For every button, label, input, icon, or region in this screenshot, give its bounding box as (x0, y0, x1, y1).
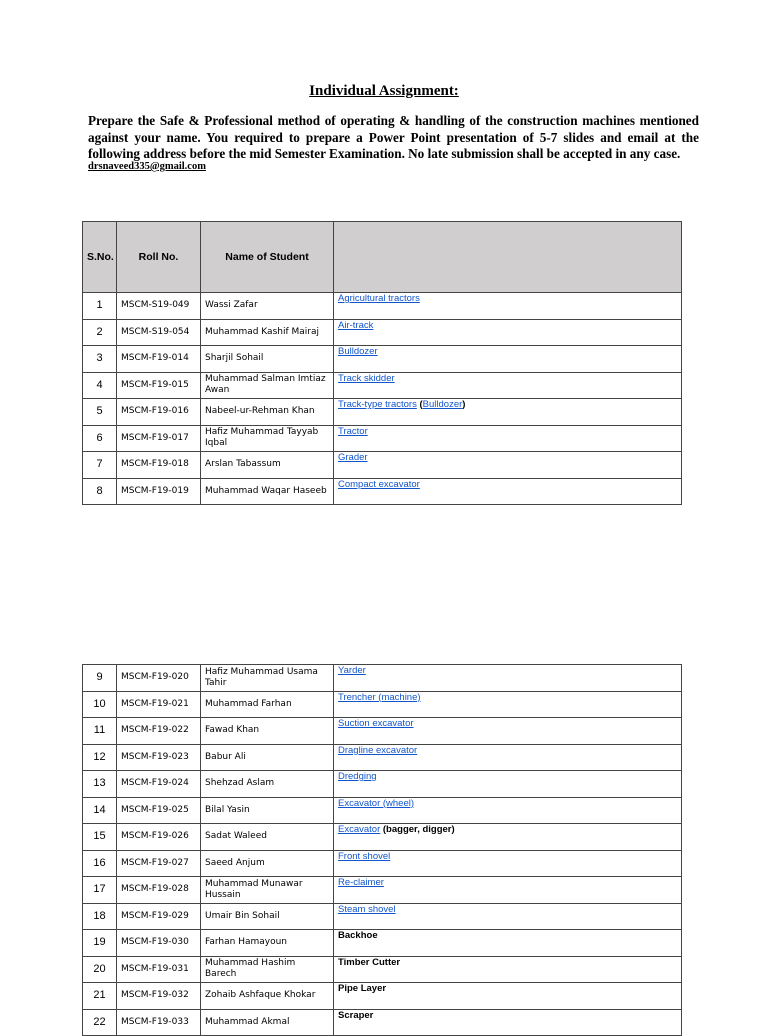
cell-roll-no: MSCM-F19-017 (117, 425, 201, 452)
cell-student-name: Sharjil Sohail (201, 346, 334, 373)
table-row (83, 346, 682, 373)
table-row (83, 691, 682, 718)
machine-link[interactable]: Re-claimer (338, 877, 384, 888)
cell-student-name: Sadat Waleed (201, 824, 334, 851)
cell-roll-no: MSCM-S19-049 (117, 293, 201, 320)
machine-text: ) (462, 399, 466, 410)
cell-student-name: Babur Ali (201, 744, 334, 771)
cell-student-name: Muhammad Kashif Mairaj (201, 319, 334, 346)
cell-sno: 1 (83, 293, 117, 320)
table-row (83, 1009, 682, 1036)
machine-link[interactable]: Excavator (wheel) (338, 797, 415, 809)
machine-link[interactable]: Grader (338, 452, 368, 463)
table-row (83, 319, 682, 346)
cell-student-name: Muhammad Akmal (201, 1009, 334, 1036)
cell-sno: 18 (83, 903, 117, 930)
cell-machine (334, 956, 682, 983)
cell-roll-no: MSCM-F19-024 (117, 771, 201, 798)
cell-student-name: Muhammad Waqar Haseeb (201, 478, 334, 505)
student-table-2 (82, 664, 682, 1036)
table-body-1 (83, 293, 682, 505)
cell-machine (334, 452, 682, 479)
table-row (83, 877, 682, 904)
machine-link[interactable]: Bulldozer (338, 346, 378, 357)
cell-student-name: Arslan Tabassum (201, 452, 334, 479)
machine-link[interactable]: Dredging (338, 771, 377, 782)
cell-machine (334, 372, 682, 399)
cell-machine (334, 718, 682, 745)
cell-sno: 8 (83, 478, 117, 505)
machine-link[interactable]: Steam shovel (338, 903, 396, 915)
cell-sno: 21 (83, 983, 117, 1010)
cell-machine (334, 293, 682, 320)
table-row (83, 372, 682, 399)
cell-machine (334, 903, 682, 930)
cell-student-name: Zohaib Ashfaque Khokar (201, 983, 334, 1010)
machine-link[interactable]: Track skidder (338, 372, 395, 384)
cell-roll-no: MSCM-F19-019 (117, 478, 201, 505)
machine-text: ( (416, 399, 423, 410)
cell-sno: 3 (83, 346, 117, 373)
cell-sno: 6 (83, 425, 117, 452)
machine-text: Timber Cutter (338, 956, 401, 968)
header-sno: S.No. (83, 222, 117, 293)
cell-roll-no: MSCM-F19-033 (117, 1009, 201, 1036)
cell-machine (334, 930, 682, 957)
cell-student-name: Hafiz Muhammad Tayyab Iqbal (201, 425, 334, 452)
cell-sno: 14 (83, 797, 117, 824)
cell-roll-no: MSCM-S19-054 (117, 319, 201, 346)
machine-link[interactable]: Agricultural tractors (338, 293, 420, 304)
cell-roll-no: MSCM-F19-032 (117, 983, 201, 1010)
machine-link[interactable]: Track-type tractors (338, 399, 417, 410)
cell-roll-no: MSCM-F19-026 (117, 824, 201, 851)
table-body-2 (83, 665, 682, 1036)
cell-sno: 4 (83, 372, 117, 399)
cell-machine (334, 478, 682, 505)
table-row (83, 771, 682, 798)
table-row (83, 850, 682, 877)
cell-machine (334, 425, 682, 452)
cell-student-name: Nabeel-ur-Rehman Khan (201, 399, 334, 426)
cell-roll-no: MSCM-F19-028 (117, 877, 201, 904)
cell-student-name: Muhammad Salman Imtiaz Awan (201, 372, 334, 399)
cell-sno: 20 (83, 956, 117, 983)
cell-roll-no: MSCM-F19-031 (117, 956, 201, 983)
machine-link[interactable]: Excavator (338, 824, 381, 835)
header-machine (334, 222, 682, 293)
table-row (83, 956, 682, 983)
cell-roll-no: MSCM-F19-025 (117, 797, 201, 824)
cell-student-name: Shehzad Aslam (201, 771, 334, 798)
table-row (83, 718, 682, 745)
machine-link[interactable]: Front shovel (338, 850, 391, 862)
cell-student-name: Fawad Khan (201, 718, 334, 745)
table-row (83, 903, 682, 930)
cell-student-name: Muhammad Munawar Hussain (201, 877, 334, 904)
header-student-name: Name of Student (201, 222, 334, 293)
cell-roll-no: MSCM-F19-029 (117, 903, 201, 930)
header-roll-no: Roll No. (117, 222, 201, 293)
table-row (83, 797, 682, 824)
cell-machine (334, 744, 682, 771)
cell-machine (334, 983, 682, 1010)
machine-text: Pipe Layer (338, 983, 387, 994)
table-row (83, 293, 682, 320)
machine-link[interactable]: Trencher (machine) (338, 691, 421, 703)
cell-student-name: Saeed Anjum (201, 850, 334, 877)
cell-roll-no: MSCM-F19-018 (117, 452, 201, 479)
cell-roll-no: MSCM-F19-016 (117, 399, 201, 426)
cell-sno: 17 (83, 877, 117, 904)
table-row (83, 452, 682, 479)
table-row (83, 478, 682, 505)
cell-student-name: Muhammad Farhan (201, 691, 334, 718)
table-row (83, 983, 682, 1010)
machine-text: Scraper (338, 1009, 374, 1021)
table-row (83, 399, 682, 426)
machine-link[interactable]: Air-track (338, 319, 374, 331)
table-row (83, 744, 682, 771)
cell-machine (334, 824, 682, 851)
cell-student-name: Muhammad Hashim Barech (201, 956, 334, 983)
table-row (83, 425, 682, 452)
machine-text: (bagger, digger) (380, 824, 455, 835)
cell-machine (334, 771, 682, 798)
machine-link[interactable]: Tractor (338, 425, 368, 437)
cell-sno: 10 (83, 691, 117, 718)
machine-link[interactable]: Bulldozer (422, 399, 463, 410)
cell-student-name: Farhan Hamayoun (201, 930, 334, 957)
machine-link[interactable]: Compact excavator (338, 478, 420, 490)
cell-roll-no: MSCM-F19-020 (117, 665, 201, 692)
table-header-row (83, 222, 682, 293)
cell-machine (334, 877, 682, 904)
cell-student-name: Umair Bin Sohail (201, 903, 334, 930)
cell-sno: 9 (83, 665, 117, 692)
cell-student-name: Hafiz Muhammad Usama Tahir (201, 665, 334, 692)
cell-roll-no: MSCM-F19-022 (117, 718, 201, 745)
cell-machine (334, 691, 682, 718)
cell-sno: 11 (83, 718, 117, 745)
cell-sno: 12 (83, 744, 117, 771)
cell-machine (334, 399, 682, 426)
assignment-instructions: Prepare the Safe & Professional method of operating & handling of the construction machines mentioned against your name. You required to prepare a Power Point presentation of 5-7 slides and email at the following address before the mid Semester Examination. No late submission shall be accepted in any case. (88, 113, 699, 161)
cell-roll-no: MSCM-F19-015 (117, 372, 201, 399)
cell-sno: 2 (83, 319, 117, 346)
cell-machine (334, 346, 682, 373)
machine-link[interactable]: Suction excavator (338, 718, 414, 729)
cell-roll-no: MSCM-F19-023 (117, 744, 201, 771)
table-row (83, 824, 682, 851)
cell-roll-no: MSCM-F19-027 (117, 850, 201, 877)
cell-machine (334, 1009, 682, 1036)
cell-sno: 13 (83, 771, 117, 798)
cell-sno: 5 (83, 399, 117, 426)
page-title: Individual Assignment: (309, 83, 459, 99)
cell-machine (334, 319, 682, 346)
cell-sno: 16 (83, 850, 117, 877)
cell-roll-no: MSCM-F19-014 (117, 346, 201, 373)
cell-student-name: Wassi Zafar (201, 293, 334, 320)
table-row (83, 930, 682, 957)
cell-machine (334, 665, 682, 692)
student-table-1 (82, 221, 682, 505)
cell-roll-no: MSCM-F19-030 (117, 930, 201, 957)
cell-sno: 7 (83, 452, 117, 479)
cell-sno: 22 (83, 1009, 117, 1036)
cell-machine (334, 797, 682, 824)
machine-text: Backhoe (338, 930, 378, 941)
cell-sno: 19 (83, 930, 117, 957)
cell-machine (334, 850, 682, 877)
cell-sno: 15 (83, 824, 117, 851)
cell-roll-no: MSCM-F19-021 (117, 691, 201, 718)
email-address[interactable]: drsnaveed335@gmail.com (88, 161, 206, 172)
cell-student-name: Bilal Yasin (201, 797, 334, 824)
machine-link[interactable]: Dragline excavator (338, 744, 418, 756)
machine-link[interactable]: Yarder (338, 665, 366, 676)
table-row (83, 665, 682, 692)
